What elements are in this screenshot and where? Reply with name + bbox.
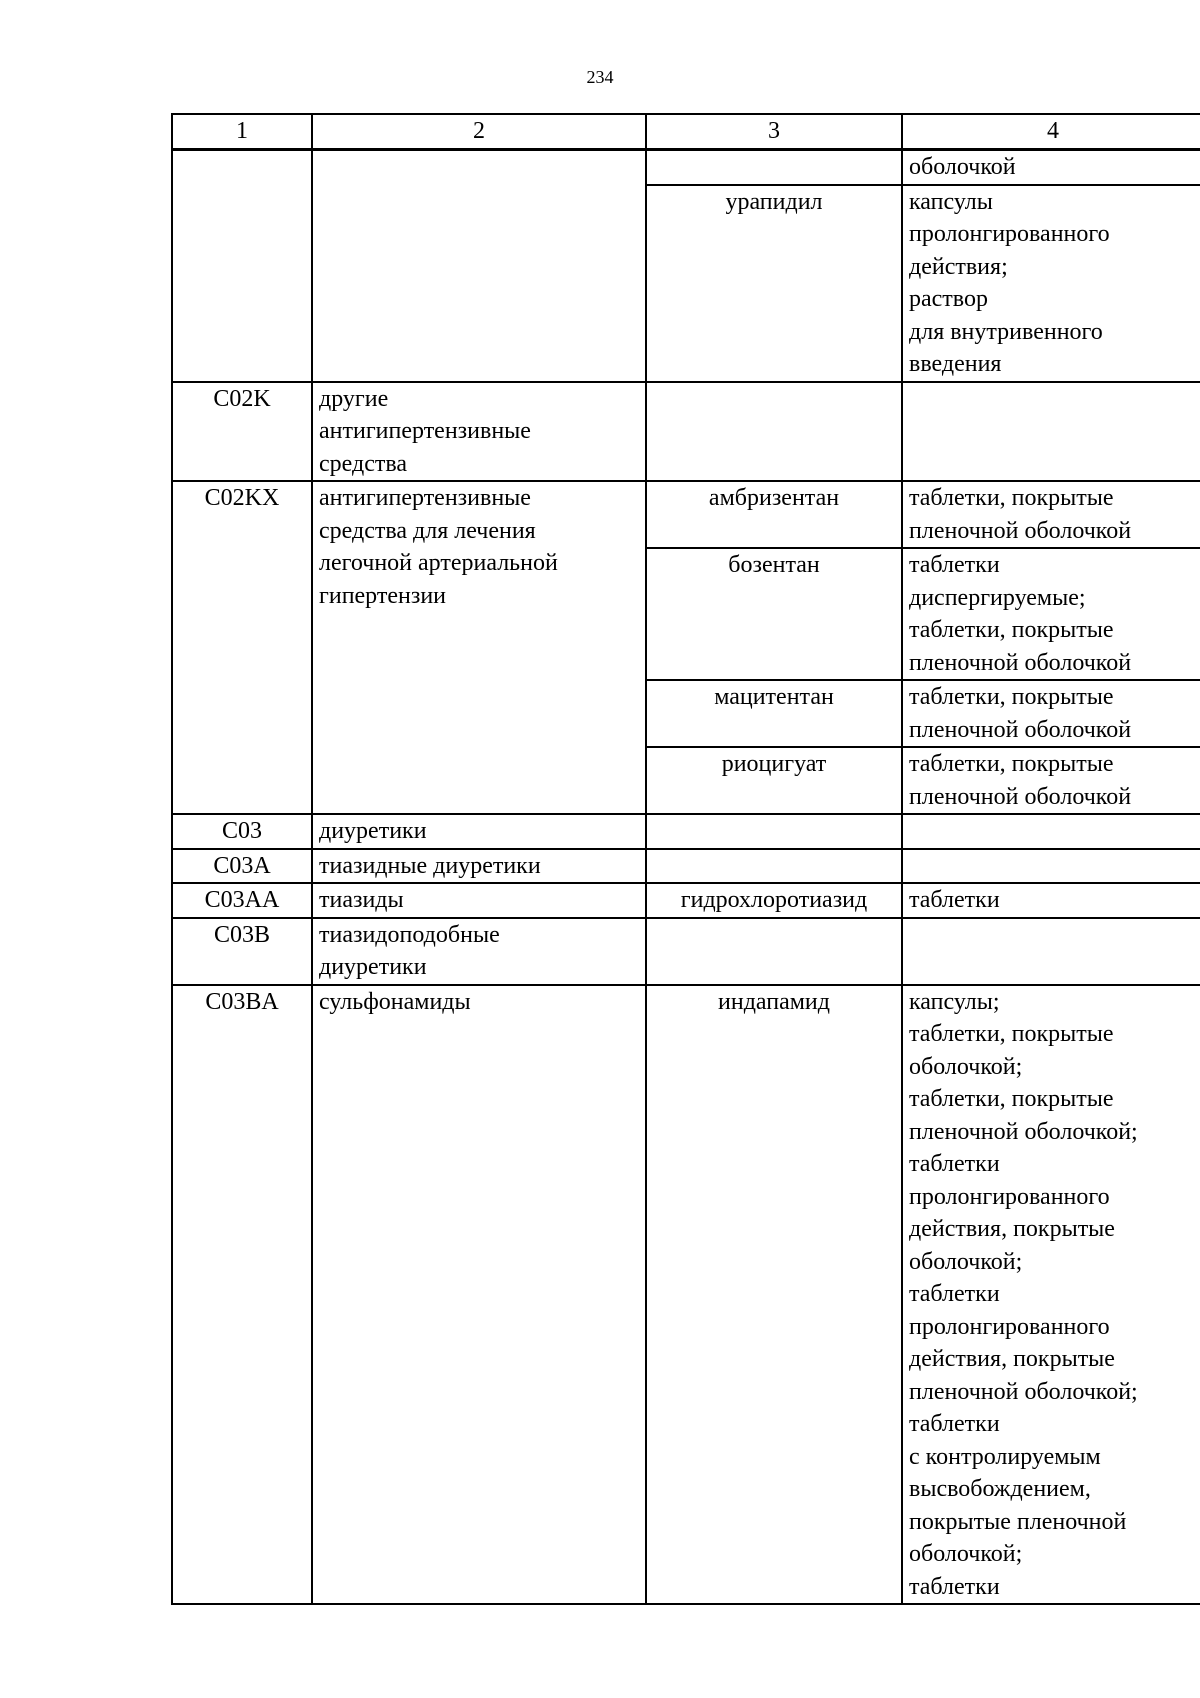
dosage-forms-cell bbox=[902, 849, 1200, 884]
table-row bbox=[172, 883, 1200, 918]
atc-code-cell bbox=[172, 150, 312, 382]
table-row bbox=[172, 918, 1200, 985]
cell-text-line: оболочкой; bbox=[909, 1541, 1023, 1567]
cell-text-line: капсулы; bbox=[909, 988, 1000, 1015]
cell-text-line: таблетки bbox=[909, 552, 1000, 578]
table-row bbox=[172, 985, 1200, 1605]
cell-text-line: таблетки bbox=[909, 1151, 1000, 1177]
cell-text-line: пленочной оболочкой bbox=[909, 649, 1132, 676]
cell-text-line: таблетки, покрытые bbox=[909, 617, 1114, 643]
cell-text-line: легочной артериальной bbox=[319, 550, 558, 576]
dosage-forms-cell bbox=[902, 883, 1200, 918]
group-name-cell bbox=[312, 814, 646, 849]
cell-text-line: диспергируемые; bbox=[909, 584, 1086, 611]
drug-name-cell: мацитентан bbox=[646, 680, 902, 747]
cell-text-line: действия; bbox=[909, 253, 1008, 280]
cell-text-line: действия, покрытые bbox=[909, 1346, 1115, 1372]
atc-code-cell: C03B bbox=[172, 918, 312, 985]
cell-text-line: капсулы bbox=[909, 188, 993, 215]
drug-name-cell bbox=[646, 382, 902, 482]
atc-code-cell: C02KX bbox=[172, 481, 312, 814]
cell-text-line: таблетки bbox=[909, 1281, 1000, 1307]
cell-text-line: пролонгированного bbox=[909, 1313, 1110, 1340]
cell-text-line: средства для лечения bbox=[319, 517, 536, 544]
table-row bbox=[172, 382, 1200, 482]
dosage-forms-cell bbox=[902, 481, 1200, 548]
cell-text-line: пленочной оболочкой bbox=[909, 716, 1132, 743]
dosage-forms-cell bbox=[902, 814, 1200, 849]
table-row bbox=[172, 814, 1200, 849]
dosage-forms-cell bbox=[902, 680, 1200, 747]
dosage-forms-cell bbox=[902, 185, 1200, 382]
cell-text-line: таблетки, покрытые bbox=[909, 1086, 1114, 1112]
cell-text-line: пленочной оболочкой; bbox=[909, 1118, 1138, 1145]
cell-text-line: таблетки, покрытые bbox=[909, 1021, 1114, 1047]
column-header-2: 2 bbox=[312, 114, 646, 150]
column-header-3: 3 bbox=[646, 114, 902, 150]
cell-text-line: гипертензии bbox=[319, 582, 447, 609]
atc-code-cell: C02K bbox=[172, 382, 312, 482]
dosage-forms-cell bbox=[902, 150, 1200, 185]
group-name-cell bbox=[312, 985, 646, 1605]
drug-name-cell bbox=[646, 918, 902, 985]
cell-text-line: таблетки, покрытые bbox=[909, 684, 1114, 710]
table-row bbox=[172, 150, 1200, 185]
drug-name-cell bbox=[646, 849, 902, 884]
dosage-forms-cell bbox=[902, 747, 1200, 814]
cell-text-line: таблетки bbox=[909, 1573, 1000, 1600]
cell-text-line: антигипертензивные bbox=[319, 485, 531, 511]
drug-name-cell: риоцигуат bbox=[646, 747, 902, 814]
cell-text-line: пленочной оболочкой bbox=[909, 517, 1132, 544]
cell-text-line: оболочкой; bbox=[909, 1053, 1023, 1080]
drug-name-cell: урапидил bbox=[646, 185, 902, 382]
cell-text-line: средства bbox=[319, 450, 408, 477]
dosage-forms-cell bbox=[902, 382, 1200, 482]
group-name-cell bbox=[312, 918, 646, 985]
table-header-row bbox=[172, 114, 1200, 150]
cell-text-line: диуретики bbox=[319, 818, 427, 844]
cell-text-line: сульфонамиды bbox=[319, 988, 471, 1015]
drug-name-cell: индапамид bbox=[646, 985, 902, 1605]
drug-name-cell: гидрохлоротиазид bbox=[646, 883, 902, 918]
group-name-cell bbox=[312, 481, 646, 814]
cell-text-line: оболочкой bbox=[909, 154, 1016, 180]
group-name-cell bbox=[312, 382, 646, 482]
atc-code-cell: C03BA bbox=[172, 985, 312, 1605]
cell-text-line: действия, покрытые bbox=[909, 1216, 1115, 1242]
drug-name-cell: амбризентан bbox=[646, 481, 902, 548]
table-row bbox=[172, 849, 1200, 884]
table-row bbox=[172, 481, 1200, 548]
drug-classification-table bbox=[171, 113, 1200, 1605]
cell-text-line: таблетки bbox=[909, 1411, 1000, 1437]
cell-text-line: пленочной оболочкой bbox=[909, 783, 1132, 810]
cell-text-line: пролонгированного bbox=[909, 221, 1110, 247]
cell-text-line: покрытые пленочной bbox=[909, 1508, 1127, 1535]
cell-text-line: раствор bbox=[909, 286, 988, 312]
dosage-forms-cell bbox=[902, 548, 1200, 680]
column-header-4: 4 bbox=[902, 114, 1200, 150]
cell-text-line: таблетки, покрытые bbox=[909, 485, 1114, 511]
dosage-forms-cell bbox=[902, 918, 1200, 985]
atc-code-cell: C03A bbox=[172, 849, 312, 884]
cell-text-line: таблетки, покрытые bbox=[909, 751, 1114, 777]
drug-name-cell: бозентан bbox=[646, 548, 902, 680]
cell-text-line: таблетки bbox=[909, 887, 1000, 913]
cell-text-line: оболочкой; bbox=[909, 1248, 1023, 1275]
cell-text-line: диуретики bbox=[319, 954, 427, 980]
cell-text-line: для внутривенного bbox=[909, 318, 1103, 345]
atc-code-cell: C03AA bbox=[172, 883, 312, 918]
atc-code-cell: C03 bbox=[172, 814, 312, 849]
drug-name-cell bbox=[646, 150, 902, 185]
cell-text-line: тиазиды bbox=[319, 887, 404, 913]
page-number: 234 bbox=[586, 67, 614, 87]
column-header-1: 1 bbox=[172, 114, 312, 150]
dosage-forms-cell bbox=[902, 985, 1200, 1605]
cell-text-line: другие bbox=[319, 385, 389, 412]
cell-text-line: высвобождением, bbox=[909, 1476, 1091, 1502]
cell-text-line: тиазидные диуретики bbox=[319, 852, 541, 879]
cell-text-line: пленочной оболочкой; bbox=[909, 1378, 1138, 1405]
cell-text-line: с контролируемым bbox=[909, 1443, 1101, 1470]
group-name-cell bbox=[312, 883, 646, 918]
cell-text-line: антигипертензивные bbox=[319, 418, 531, 444]
drug-name-cell bbox=[646, 814, 902, 849]
cell-text-line: пролонгированного bbox=[909, 1183, 1110, 1210]
group-name-cell bbox=[312, 150, 646, 382]
cell-text-line: тиазидоподобные bbox=[319, 921, 500, 948]
group-name-cell bbox=[312, 849, 646, 884]
cell-text-line: введения bbox=[909, 351, 1002, 377]
